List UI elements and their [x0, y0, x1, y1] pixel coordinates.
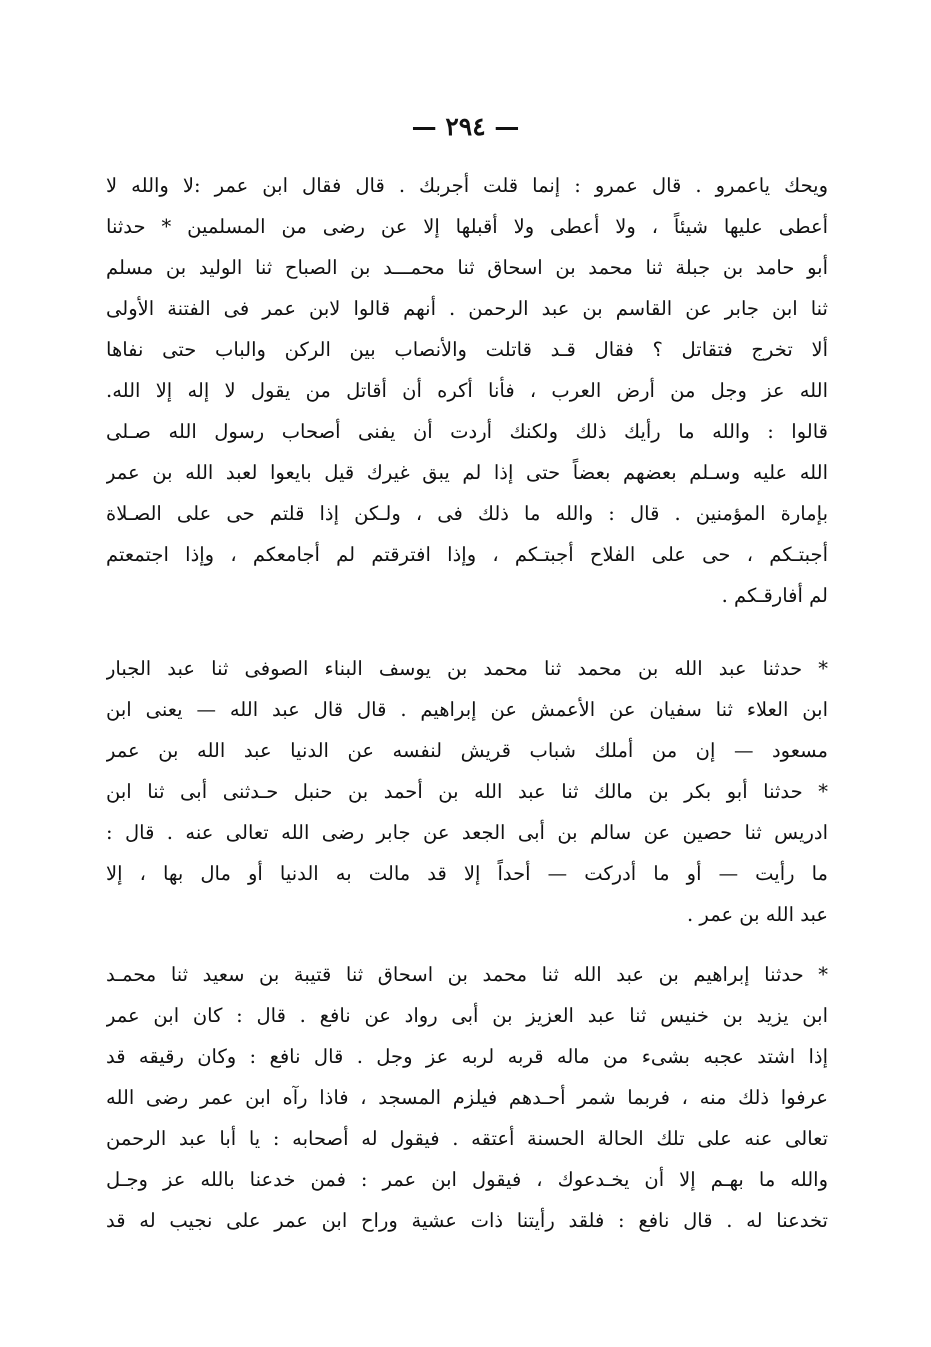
- paragraph-1: [106, 165, 828, 616]
- text-line: ويحك ياعمرو . قال عمرو : إنما قلت أجربك . قال فقال ابن عمر :لا والله لا: [106, 174, 828, 197]
- text-line: الله عز وجل من أرض العرب ، فأنا أكره أن أقاتل من يقول لا إله إلا الله.: [106, 379, 828, 402]
- text-line: بإمارة المؤمنين . قال : والله ما ذلك فى ، ولـكن إذا قلتم حى على الصـلاة: [106, 502, 828, 525]
- text-line: تعالى عنه على تلك الحالة الحسنة أعتقه . فيقول له أصحابه : يا أبا عبد الرحمن: [106, 1127, 828, 1150]
- text-line: ابن يزيد بن خنيس ثنا عبد العزيز بن أبى رواد عن نافع . قال : كان ابن عمر: [106, 1004, 828, 1027]
- page-number: — ٢٩٤ —: [411, 112, 520, 141]
- text-line: إذا اشتد عجبه بشىء من ماله قربه لربه عز وجل . قال نافع : وكان رقيقه قد: [106, 1045, 828, 1068]
- text-line: لم أفارقـكم .: [721, 584, 828, 607]
- text-line: * حدثنا أبو بكر بن مالك ثنا عبد الله بن أحمد بن حنبل حـدثنى أبى ثنا ابن: [106, 780, 828, 803]
- text-line: ادريس ثنا حصين عن سالم بن أبى الجعد عن جابر رضى الله تعالى عنه . قال :: [106, 821, 828, 844]
- text-line: * حدثنا إبراهيم بن عبد الله ثنا محمد بن اسحاق ثنا قتيبة بن سعيد ثنا محمـد: [106, 963, 828, 986]
- text-line: * حدثنا عبد الله بن محمد ثنا محمد بن يوسف البناء الصوفى ثنا عبد الجبار: [106, 657, 828, 680]
- text-line: ابن العلاء ثنا سفيان عن الأعمش عن إبراهيم . قال قال عبد الله — يعنى ابن: [106, 698, 828, 721]
- text-line: ألا تخرج فتقاتل ؟ فقال قـد قاتلت والأنصاب بين الركن والباب حتى نفاها: [106, 338, 828, 361]
- text-line: ما رأيت — أو ما أدركت — أحداً إلا قد مالت به الدنيا أو مال بها ، إلا: [106, 862, 828, 885]
- paragraph-2: [106, 648, 828, 935]
- text-line: ثنا ابن جابر عن القاسم بن عبد الرحمن . أنهم قالوا لابن عمر فى الفتنة الأولى: [106, 297, 828, 320]
- text-line: قالوا : والله ما رأيك ذلك ولكنك أردت أن يفنى أصحاب رسول الله صـلى: [106, 420, 828, 443]
- paragraph-3: [106, 954, 828, 1241]
- text-line: والله ما بهـم إلا أن يخـدعوك ، فيقول ابن عمر : فمن خدعنا بالله عز وجـل: [106, 1168, 828, 1191]
- text-line: أبو حامد بن جبلة ثنا محمد بن اسحاق ثنا محمـــد بن الصباح ثنا الوليد بن مسلم: [106, 256, 828, 279]
- text-line: تخدعنا له . قال نافع : فلقد رأيتنا ذات عشية وراح ابن عمر على نجيب له قد: [106, 1209, 828, 1232]
- text-line: أجبتـكم ، حى على الفلاح أجبتـكم ، وإذا افترقتم لم أجامعكم ، وإذا اجتمعتم: [106, 543, 828, 566]
- text-line: أعطى عليها شيئاً ، ولا أعطى ولا أقبلها إلا عن رضى من المسلمين * حدثنا: [106, 215, 828, 238]
- text-line: الله عليه وسـلم بعضهم بعضاً حتى إذا لم يبق غيرك قيل بايعوا لعبد الله بن عمر: [106, 461, 828, 484]
- text-line: عبد الله بن عمر .: [687, 903, 828, 926]
- text-line: مسعود — إن من أملك شباب قريش لنفسه عن الدنيا عبد الله بن عمر: [106, 739, 828, 762]
- text-line: عرفوا ذلك منه ، فربما شمر أحـدهم فيلزم المسجد ، فاذا رآه ابن عمر رضى الله: [106, 1086, 828, 1109]
